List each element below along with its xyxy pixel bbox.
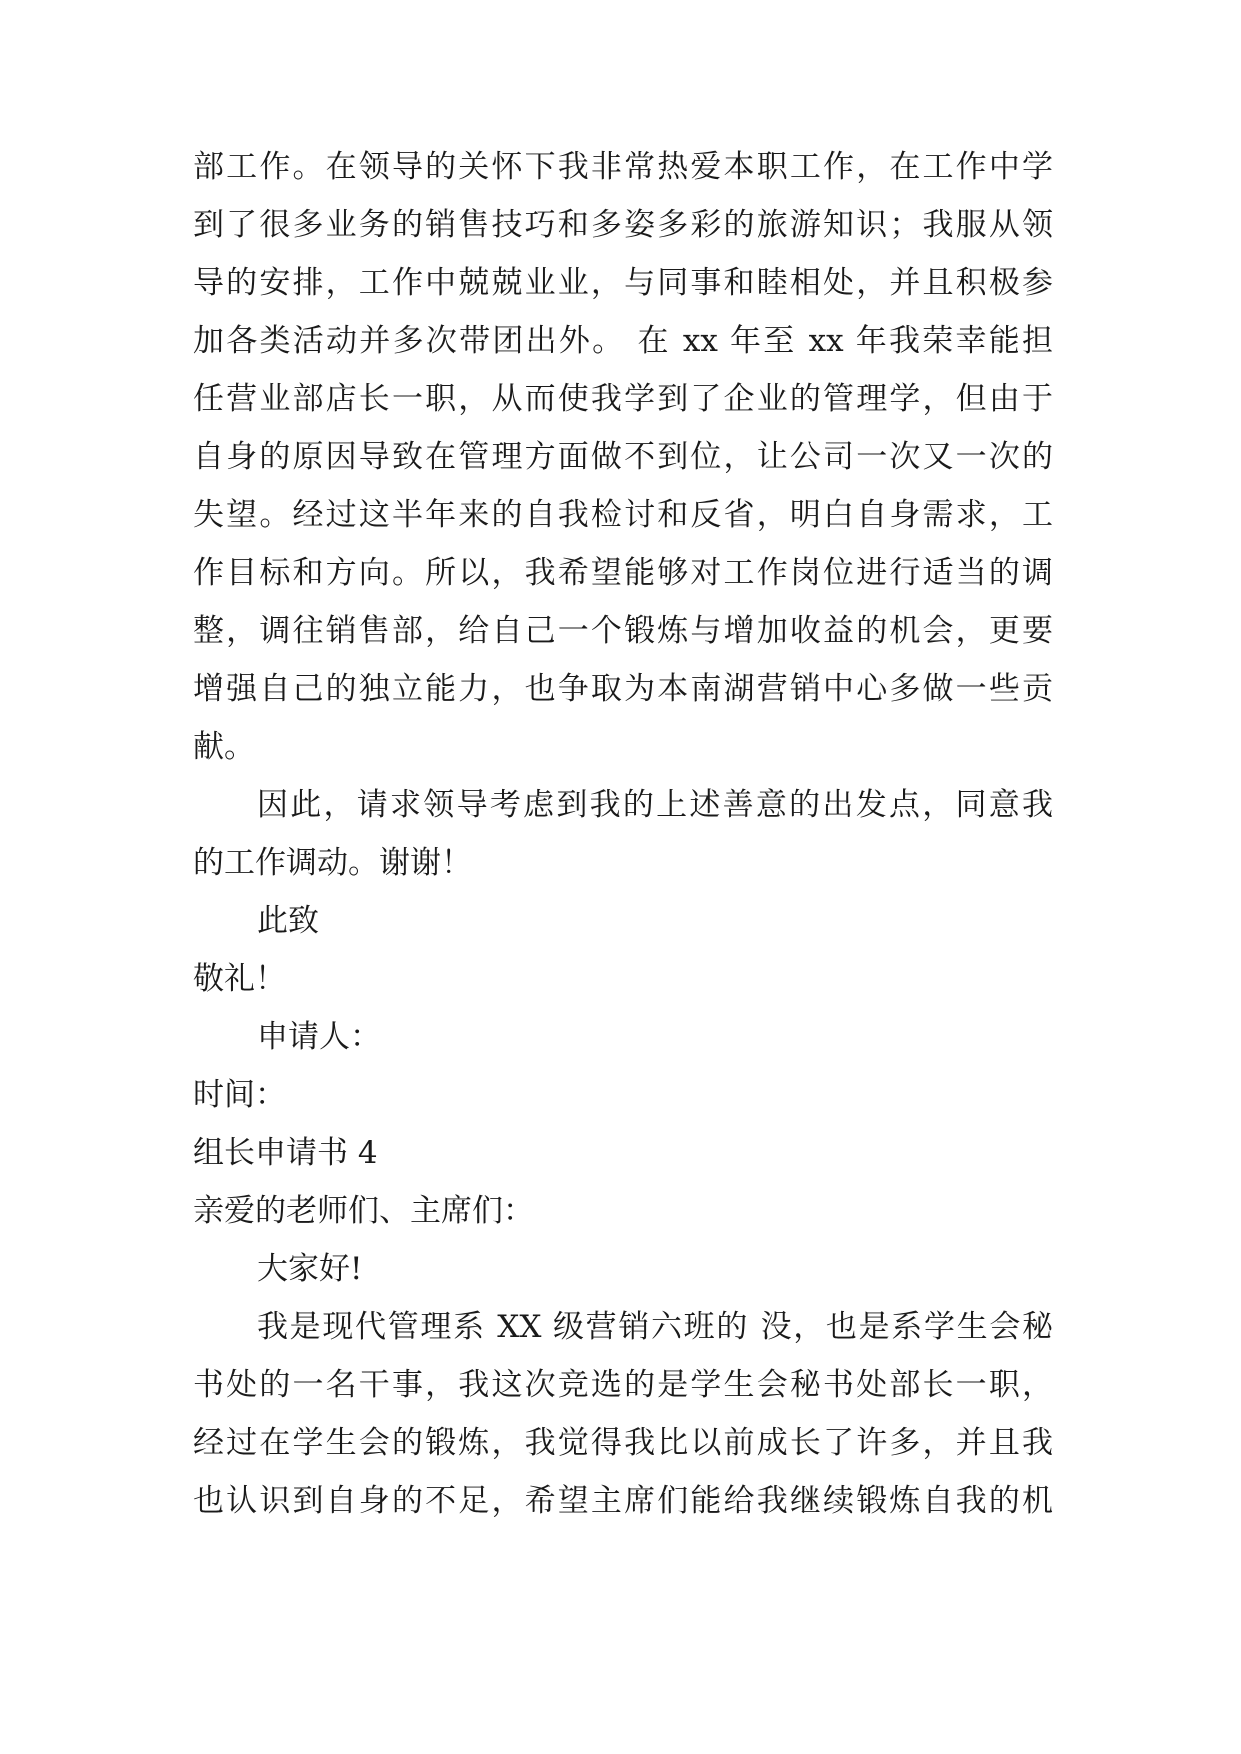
paragraph-1-line-3: 导的安排，工作中兢兢业业，与同事和睦相处，并且积极参 [193, 265, 1053, 301]
paragraph-1-line-7: 失望。经过这半年来的自我检讨和反省，明白自身需求，工 [193, 497, 1053, 533]
paragraph-1-line-9: 整，调往销售部，给自己一个锻炼与增加收益的机会，更要 [193, 613, 1053, 649]
section-heading: 组长申请书 4 [193, 1135, 378, 1171]
paragraph-2-line-2: 的工作调动。谢谢！ [193, 845, 472, 881]
paragraph-3-line-1: 我是现代管理系 XX 级营销六班的 没，也是系学生会秘 [257, 1309, 1053, 1345]
paragraph-3-line-3: 经过在学生会的锻炼，我觉得我比以前成长了许多，并且我 [193, 1425, 1053, 1461]
salutation: 亲爱的老师们、主席们： [193, 1193, 534, 1229]
paragraph-1-line-6: 自身的原因导致在管理方面做不到位，让公司一次又一次的 [193, 439, 1053, 475]
paragraph-2-line-1: 因此，请求领导考虑到我的上述善意的出发点，同意我 [257, 787, 1053, 823]
paragraph-3-line-2: 书处的一名干事，我这次竞选的是学生会秘书处部长一职， [193, 1367, 1053, 1403]
paragraph-1-line-5: 任营业部店长一职，从而使我学到了企业的管理学，但由于 [193, 381, 1053, 417]
greeting: 大家好! [257, 1251, 363, 1287]
paragraph-1-line-11: 献。 [193, 729, 255, 765]
paragraph-3-line-4: 也认识到自身的不足，希望主席们能给我继续锻炼自我的机 [193, 1483, 1053, 1519]
time-label: 时间： [193, 1077, 286, 1113]
paragraph-1-line-1: 部工作。在领导的关怀下我非常热爱本职工作，在工作中学 [193, 149, 1053, 185]
paragraph-1-line-2: 到了很多业务的销售技巧和多姿多彩的旅游知识；我服从领 [193, 207, 1053, 243]
applicant-label: 申请人： [257, 1019, 381, 1055]
paragraph-1-line-10: 增强自己的独立能力，也争取为本南湖营销中心多做一些贡 [193, 671, 1053, 707]
closing-ci-zhi: 此致 [257, 903, 319, 939]
closing-jing-li: 敬礼！ [193, 961, 286, 997]
paragraph-1-line-8: 作目标和方向。所以，我希望能够对工作岗位进行适当的调 [193, 555, 1053, 591]
paragraph-1-line-4: 加各类活动并多次带团出外。 在 xx 年至 xx 年我荣幸能担 [193, 323, 1053, 359]
